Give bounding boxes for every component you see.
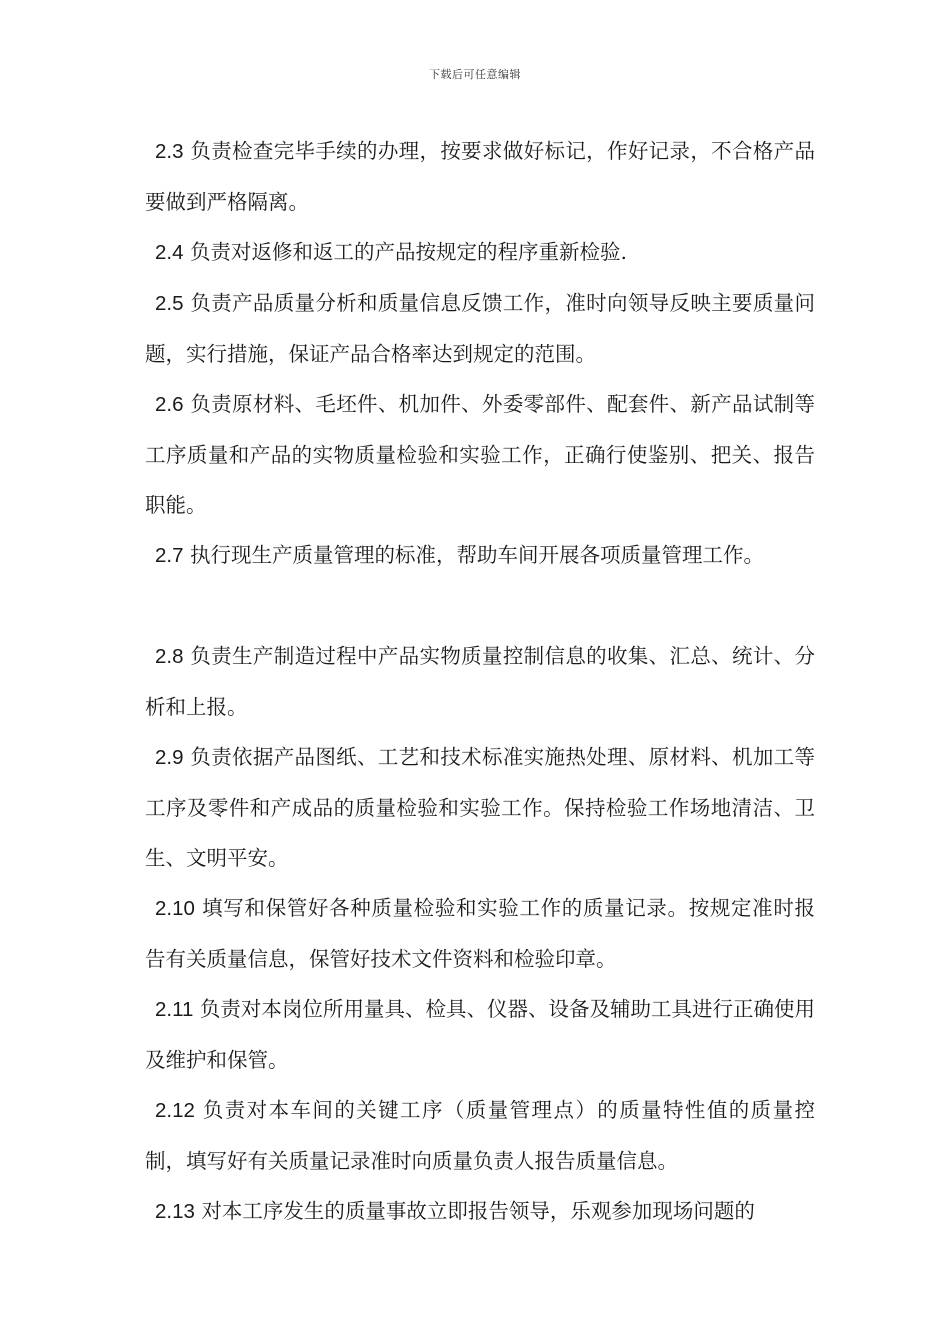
clause-text: 负责产品质量分析和质量信息反馈工作，准时向领导反映主要质量问题，实行措施，保证产品合格率达到规定的范围。 [145,291,815,366]
clause-number: 2.5 [155,292,184,315]
clause-number: 2.12 [155,1099,195,1122]
clause-number: 2.3 [155,140,184,163]
clause-number: 2.8 [155,645,184,668]
paragraph-2-11 [145,984,815,1085]
clause-text: 负责原材料、毛坯件、机加件、外委零部件、配套件、新产品试制等工序质量和产品的实物质量检验和实验工作，正确行使鉴别、把关、报告职能。 [145,392,815,517]
clause-text: 负责对本车间的关键工序（质量管理点）的质量特性值的质量控制，填写好有关质量记录准时向质量负责人报告质量信息。 [145,1098,815,1173]
document-body [145,126,815,1237]
paragraph-2-10 [145,883,815,984]
clause-number: 2.7 [155,544,184,567]
clause-text: 执行现生产质量管理的标准，帮助车间开展各项质量管理工作。 [190,543,765,567]
clause-text: 负责对返修和返工的产品按规定的程序重新检验. [190,240,628,264]
paragraph-2-12 [145,1085,815,1186]
clause-text: 对本工序发生的质量事故立即报告领导，乐观参加现场问题的 [201,1199,755,1223]
clause-text: 负责检查完毕手续的办理，按要求做好标记，作好记录，不合格产品要做到严格隔离。 [145,139,815,214]
paragraph-2-9 [145,732,815,883]
clause-text: 负责对本岗位所用量具、检具、仪器、设备及辅助工具进行正确使用及维护和保管。 [145,997,815,1072]
clause-text: 负责依据产品图纸、工艺和技术标准实施热处理、原材料、机加工等工序及零件和产成品的质量检验和实验工作。保持检验工作场地清洁、卫生、文明平安。 [145,745,815,870]
paragraph-2-5 [145,278,815,379]
blank-line [145,581,815,631]
page-header: 下载后可任意编辑 [429,68,521,81]
clause-number: 2.6 [155,393,184,416]
clause-number: 2.10 [155,897,195,920]
paragraph-2-3 [145,126,815,227]
paragraph-2-13 [145,1186,815,1237]
clause-number: 2.4 [155,241,184,264]
paragraph-2-4 [145,227,815,278]
clause-number: 2.11 [155,998,194,1021]
clause-text: 负责生产制造过程中产品实物质量控制信息的收集、汇总、统计、分析和上报。 [145,644,815,719]
paragraph-2-7 [145,530,815,581]
clause-number: 2.9 [155,746,184,769]
paragraph-2-8 [145,631,815,732]
clause-number: 2.13 [155,1200,195,1223]
paragraph-2-6 [145,379,815,530]
clause-text: 填写和保管好各种质量检验和实验工作的质量记录。按规定准时报告有关质量信息，保管好技术文件资料和检验印章。 [145,896,815,971]
